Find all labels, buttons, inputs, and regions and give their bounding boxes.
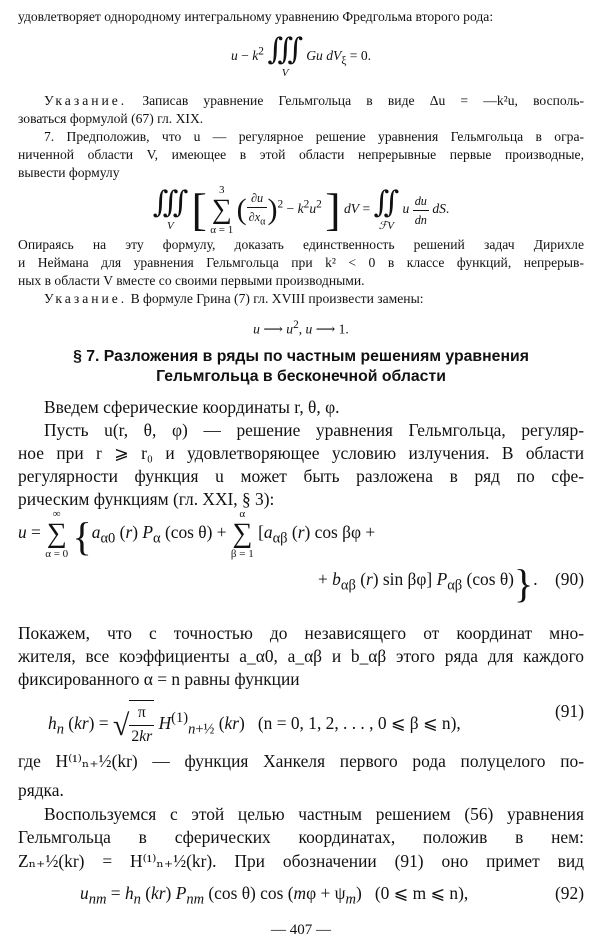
text-line: ных в области V вместе со своими первыми производными.: [18, 273, 365, 288]
text-line: Опираясь на эту формулу, доказать единственность решений задач Дирихле: [18, 237, 584, 252]
text-line: ниченной области V, имеющее в этой области непрерывные первые производные,: [18, 147, 584, 162]
text-line: вывести формулу: [18, 165, 120, 180]
section-title: § 7. Разложения в ряды по частным решениям уравнения: [73, 348, 529, 365]
text-line: рическим функциям (гл. XXI, § 3):: [18, 489, 275, 509]
text-line: зоваться формулой (67) гл. XIX.: [18, 111, 204, 126]
hint-text: В формуле Грина (7) гл. XVIII произвести замены:: [130, 291, 424, 306]
hint-label: Указание.: [44, 291, 128, 306]
hint-2: [44, 290, 423, 308]
text-line: регулярности функция u может быть разложена в ряд по сфе-: [18, 466, 584, 486]
equation-condition: (n = 0, 1, 2, . . . , 0 ⩽ β ⩽ n),: [257, 713, 461, 733]
equation-substitution: u ⟶ $u^2$, u ⟶ 1.: [253, 319, 349, 337]
text-line: рядка.: [18, 780, 64, 800]
section-title: Гельмгольца в бесконечной области: [156, 368, 446, 385]
text-line: ное при r ⩾ r₀ и удовлетворяющее условию излучения. В области: [18, 443, 584, 463]
hint-label: Указание.: [44, 93, 128, 108]
hint-text: Записав уравнение Гельмгольца в виде Δu = —k²u, восполь-: [142, 93, 585, 108]
text-line: фиксированного α = n равны функции: [18, 669, 300, 689]
text-line: Пусть u(r, θ, φ) — решение уравнения Гельмгольца, регуляр-: [44, 420, 584, 440]
equation-number: (90): [555, 569, 584, 589]
page-number: — 407 —: [271, 922, 331, 938]
equation-fredholm: $u - k^2$ ∭ V Gu $dV_\xi = 0$.: [230, 33, 372, 79]
equation-green: ∭ V [ 3 ∑ α = 1 ( $\frac{\partial u}{\partial x_\alpha}$ )$^2 - k^2u^2$ ] dV = ∬ ℱV u $\frac{du}{dn}$ dS.: [152, 184, 450, 236]
text-line: где H⁽¹⁾ₙ₊½(kr) — функция Ханкеля первого рода полуцелого по-: [18, 751, 584, 771]
hint-1: [18, 92, 584, 110]
text-line: 7. Предположив, что u — регулярное решение уравнения Гельмгольца в огра-: [44, 129, 584, 144]
text-line: Воспользуемся с этой целью частным решением (56) уравнения: [44, 804, 584, 824]
equation-90-line1: u = ∞ ∑ α = 0 {$a_{\alpha 0}$ (r) $P_\alpha$ (cos θ) + α ∑ β = 1 [$a_{\alpha\beta}$ (r) cos βφ +: [18, 508, 376, 560]
text-line: удовлетворяет однородному интегральному уравнению Фредгольма второго рода:: [18, 9, 494, 24]
equation-number: (91): [555, 701, 584, 721]
text-line: и Неймана для уравнения Гельмгольца при k² < 0 в классе функций, непрерыв-: [18, 255, 584, 270]
text-line: Гельмгольца в сферических координатах, положив в нем:: [18, 827, 584, 847]
equation-condition: (0 ⩽ m ⩽ n),: [374, 883, 469, 903]
text-line: Zₙ₊½(kr) = H⁽¹⁾ₙ₊½(kr). При обозначении (91) оно примет вид: [18, 851, 584, 871]
text-line: жителя, все коэффициенты a_α0, a_αβ и b_αβ этого ряда для каждого: [18, 646, 584, 666]
equation-number: (92): [555, 883, 584, 903]
text-line: Покажем, что с точностью до независящего от координат мно-: [18, 623, 584, 643]
text-line: Введем сферические координаты r, θ, φ.: [44, 397, 340, 417]
